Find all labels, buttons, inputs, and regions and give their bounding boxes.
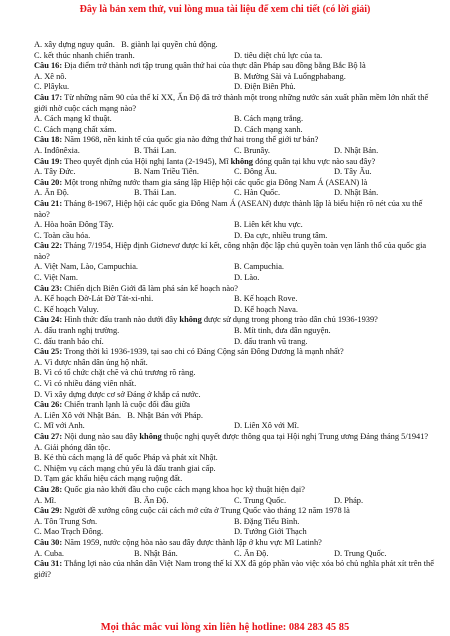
q16-option-d: D. Điện Biên Phủ. [234, 82, 296, 92]
q16-label: Câu 16: [34, 61, 63, 71]
q15-option-b: B. giành lại quyền chủ động. [121, 40, 218, 49]
q27-text-post: thuộc nghị quyết được thông qua tại Hội nghị Trung ương Đảng tháng 5/1941? [161, 431, 429, 441]
q30-label: Câu 30: [34, 537, 63, 547]
q28-option-c: C. Trung Quốc. [234, 495, 287, 505]
q26-option-a: A. Liên Xô với Nhật Bản. [34, 410, 122, 420]
q29-answers-row2 [34, 527, 434, 538]
q23-answers-row1 [34, 294, 434, 305]
q17-option-a: A. Cách mạng kĩ thuật. [34, 114, 112, 124]
q15-option-a: A. xây dựng nguy quân. [34, 40, 115, 49]
q30-option-b: B. Nhật Bản. [134, 548, 178, 558]
q21-text: Tháng 8-1967, Hiệp hội các quốc gia Đông Nam Á (ASEAN) được thành lập là biểu hiện rõ nét của xu thế nào? [34, 198, 423, 219]
q24-text-pre: Hình thức đấu tranh nào dưới đây [64, 315, 180, 325]
q26-label: Câu 26: [34, 400, 63, 410]
q17-answers-row1 [34, 114, 434, 125]
q27-option-a-row [34, 443, 434, 454]
q27-option-b-row [34, 453, 434, 464]
q22-option-d: D. Lào. [234, 273, 260, 283]
q20-text: Một trong những nước tham gia sáng lập Hiệp hội các quốc gia Đông Nam Á (ASEAN) là [64, 177, 368, 187]
q19-answers [34, 167, 434, 178]
q29-option-c: C. Mao Trạch Đông. [34, 527, 104, 537]
q21-option-b: B. Liên kết khu vực. [234, 220, 303, 230]
preview-banner: Đây là bản xem thử, vui lòng mua tài liệu để xem chi tiết (có lời giải) [79, 4, 371, 15]
q21-option-a: A. Hòa hoãn Đông Tây. [34, 220, 114, 230]
q24-answers-row2 [34, 337, 434, 348]
q26-option-b: B. Nhật Bản với Pháp. [127, 410, 203, 420]
q18-stem [34, 135, 434, 146]
q29-label: Câu 29: [34, 506, 63, 516]
q27-option-a: A. Giải phóng dân tộc. [34, 442, 111, 452]
q23-option-a: A. Kế hoạch Đờ-Lát Đờ Tát-xi-nhi. [34, 294, 154, 304]
q27-option-b: B. Kẻ thù cách mạng là đế quốc Pháp và phát xít Nhật. [34, 453, 218, 463]
q27-option-c-row [34, 464, 434, 475]
q19-text-pre: Theo quyết định của Hội nghị Ianta (2-1945), Mĩ [64, 156, 231, 166]
q25-option-c-row [34, 379, 434, 390]
q23-text: Chiến dịch Biên Giới đã làm phá sản kế hoạch nào? [64, 283, 238, 293]
q22-option-c: C. Việt Nam. [34, 273, 79, 283]
q24-stem [34, 315, 434, 326]
q29-option-b: B. Đặng Tiểu Bình. [234, 516, 300, 526]
q20-stem [34, 178, 434, 189]
q26-option-c: C. Mĩ với Anh. [34, 421, 85, 431]
q27-emphasis: không [139, 431, 162, 441]
q22-answers-row2 [34, 273, 434, 284]
q25-option-d-row [34, 390, 434, 401]
hotline-banner: Mọi thắc mắc vui lòng xin liên hệ hotline: 084 283 45 85 [100, 622, 350, 633]
q24-label: Câu 24: [34, 315, 63, 325]
q22-option-a: A. Việt Nam, Lào, Campuchia. [34, 262, 139, 272]
q16-text: Địa điểm trở thành nơi tập trung quân thứ hai của thực dân Pháp sau đồng bằng Bắc Bộ là [64, 61, 366, 71]
q16-option-c: C. Plâyku. [34, 82, 70, 92]
q20-label: Câu 20: [34, 177, 63, 187]
q19-emphasis: không [230, 156, 253, 166]
q26-answers-row1 [34, 411, 434, 422]
q26-text: Chiến tranh lạnh là cuộc đối đầu giữa [64, 400, 190, 410]
q23-stem [34, 284, 434, 295]
q25-option-b: B. Vì có tổ chức chặt chẽ và chủ trương rõ ràng. [34, 368, 196, 378]
q18-option-c: C. Brunây. [234, 145, 270, 155]
q27-text-pre: Nội dung nào sau đây [64, 431, 140, 441]
q30-option-c: C. Ấn Độ. [234, 548, 269, 558]
q21-stem [34, 199, 434, 220]
q28-text: Quốc gia nào khởi đầu cho cuộc cách mạng khoa học kỹ thuật hiện đại? [64, 484, 305, 494]
q16-option-b: B. Mường Sài và Luổngphabang. [234, 71, 346, 81]
q18-label: Câu 18: [34, 135, 63, 145]
q22-option-b: B. Campuchia. [234, 262, 285, 272]
q19-stem [34, 157, 434, 168]
q18-option-a: A. Inđônêxia. [34, 145, 80, 155]
q27-option-d: D. Tạm gác khẩu hiệu cách mạng ruộng đất. [34, 474, 183, 484]
q28-option-d: D. Pháp. [334, 495, 364, 505]
q24-option-d: D. đấu tranh vũ trang. [234, 336, 308, 346]
q17-label: Câu 17: [34, 92, 63, 102]
question-list [34, 40, 434, 580]
q21-answers-row1 [34, 220, 434, 231]
q29-option-a: A. Tôn Trung Sơn. [34, 516, 98, 526]
q19-option-a: A. Tây Đức. [34, 167, 76, 177]
q22-label: Câu 22: [34, 241, 63, 251]
q17-stem [34, 93, 434, 114]
q24-option-c: C. đấu tranh báo chí. [34, 336, 104, 346]
q29-text: Người đề xướng công cuộc cải cách mở cửa ở Trung Quốc vào tháng 12 năm 1978 là [64, 506, 350, 516]
q24-option-b: B. Mít tinh, đưa dân nguyện. [234, 326, 331, 336]
q16-answers-row2 [34, 82, 434, 93]
q23-answers-row2 [34, 305, 434, 316]
q15-option-c: C. kết thúc nhanh chiến tranh. [34, 50, 135, 60]
q25-option-c: C. Vì có nhiều đảng viên nhất. [34, 379, 137, 388]
q17-answers-row2 [34, 125, 434, 136]
q25-text: Trong thời kì 1936-1939, tại sao chi có Đảng Cộng sản Đông Dương là mạnh nhất? [64, 347, 344, 357]
q25-option-b-row [34, 368, 434, 379]
q31-stem [34, 559, 434, 580]
q17-option-b: B. Cách mạng trắng. [234, 114, 304, 124]
q30-answers [34, 549, 434, 560]
q18-option-d: D. Nhật Bản. [334, 145, 379, 155]
q18-option-b: B. Thái Lan. [134, 145, 177, 155]
q25-option-d: D. Vì xây dựng được cơ sở Đảng ở khắp cả nước. [34, 389, 201, 399]
q23-option-c: C. Kế hoạch Valuy. [34, 304, 99, 314]
q19-option-c: C. Đông Âu. [234, 167, 277, 177]
q23-label: Câu 23: [34, 283, 63, 293]
q17-option-c: C. Cách mạng chất xám. [34, 124, 117, 134]
q30-text: Năm 1959, nước cộng hòa nào sau đây được thành lập ở khu vực Mĩ Latinh? [64, 537, 322, 547]
q24-answers-row1 [34, 326, 434, 337]
q19-option-b: B. Nam Triều Tiên. [134, 167, 199, 177]
q20-option-a: A. Ấn Độ. [34, 188, 69, 198]
q24-option-a: A. đấu tranh nghị trường. [34, 326, 120, 336]
q30-option-d: D. Trung Quốc. [334, 548, 387, 558]
q29-answers-row1 [34, 517, 434, 528]
q25-option-a: A. Vì được nhân dân ủng hộ nhất. [34, 357, 148, 367]
q16-option-a: A. Xê nô. [34, 71, 67, 81]
q28-answers [34, 496, 434, 507]
q27-stem [34, 432, 434, 443]
q16-answers-row1 [34, 72, 434, 83]
q22-text: Tháng 7/1954, Hiệp định Giơnevơ được kí kết, công nhận độc lập chủ quyền toàn vẹn lãnh thổ của quốc gia nào? [34, 241, 427, 261]
q31-label: Câu 31: [34, 559, 63, 569]
q26-answers-row2 [34, 421, 434, 432]
q20-answers [34, 188, 434, 199]
q28-option-a: A. Mĩ. [34, 495, 57, 505]
q27-label: Câu 27: [34, 431, 63, 441]
q20-option-b: B. Thái Lan. [134, 188, 177, 198]
q20-option-c: C. Hàn Quốc. [234, 188, 281, 198]
q27-option-c: C. Nhiệm vụ cách mạng chủ yếu là đấu tranh giai cấp. [34, 463, 216, 473]
q28-label: Câu 28: [34, 484, 63, 494]
q15-answers-row2 [34, 51, 434, 62]
q23-option-d: D. Kế hoạch Nava. [234, 304, 298, 314]
q28-option-b: B. Ấn Độ. [134, 495, 169, 505]
q25-stem [34, 347, 434, 358]
q22-stem [34, 241, 434, 262]
q21-label: Câu 21: [34, 198, 63, 208]
q27-option-d-row [34, 474, 434, 485]
q25-label: Câu 25: [34, 347, 63, 357]
q19-option-d: D. Tây Âu. [334, 167, 372, 177]
q24-text-post: được sử dụng trong phong trào dân chủ 1936-1939? [201, 315, 378, 325]
q29-stem [34, 506, 434, 517]
q20-option-d: D. Nhật Bản. [334, 188, 379, 198]
q25-option-a-row [34, 358, 434, 369]
q30-option-a: A. Cuba. [34, 548, 65, 558]
q19-text-post: đóng quân tại khu vực nào sau đây? [253, 156, 376, 166]
q23-option-b: B. Kế hoạch Rove. [234, 294, 298, 304]
q22-answers-row1 [34, 262, 434, 273]
q16-stem [34, 61, 434, 72]
q28-stem [34, 485, 434, 496]
q21-option-c: C. Toàn cầu hóa. [34, 230, 91, 240]
q18-text: Năm 1968, nền kinh tế của quốc gia nào đứng thứ hai trong thế giới tư bản? [64, 135, 319, 145]
q17-option-d: D. Cách mạng xanh. [234, 124, 303, 134]
q15-answers-row1 [34, 40, 434, 51]
q26-option-d: D. Liên Xô với Mĩ. [234, 421, 299, 431]
q31-text: Thắng lợi nào của nhân dân Việt Nam trong thế kỉ XX đã góp phần vào việc xóa bỏ chủ nghĩa phát xít trên thế giới? [34, 559, 434, 579]
q29-option-d: D. Tưởng Giới Thạch [234, 527, 307, 537]
q30-stem [34, 538, 434, 549]
q17-text: Từ những năm 90 của thế kỉ XX, Ấn Độ đã trở thành một trong những nước sản xuất phần mềm lớn nhất thế giới nhờ cuộc cách mạng nào? [34, 92, 429, 113]
q18-answers [34, 146, 434, 157]
q19-label: Câu 19: [34, 156, 63, 166]
q24-emphasis: không [179, 315, 202, 325]
q15-option-d: D. tiêu diệt chủ lực của ta. [234, 50, 323, 60]
q21-answers-row2 [34, 231, 434, 242]
q26-stem [34, 400, 434, 411]
q21-option-d: D. Đa cực, nhiều trung tâm. [234, 230, 328, 240]
